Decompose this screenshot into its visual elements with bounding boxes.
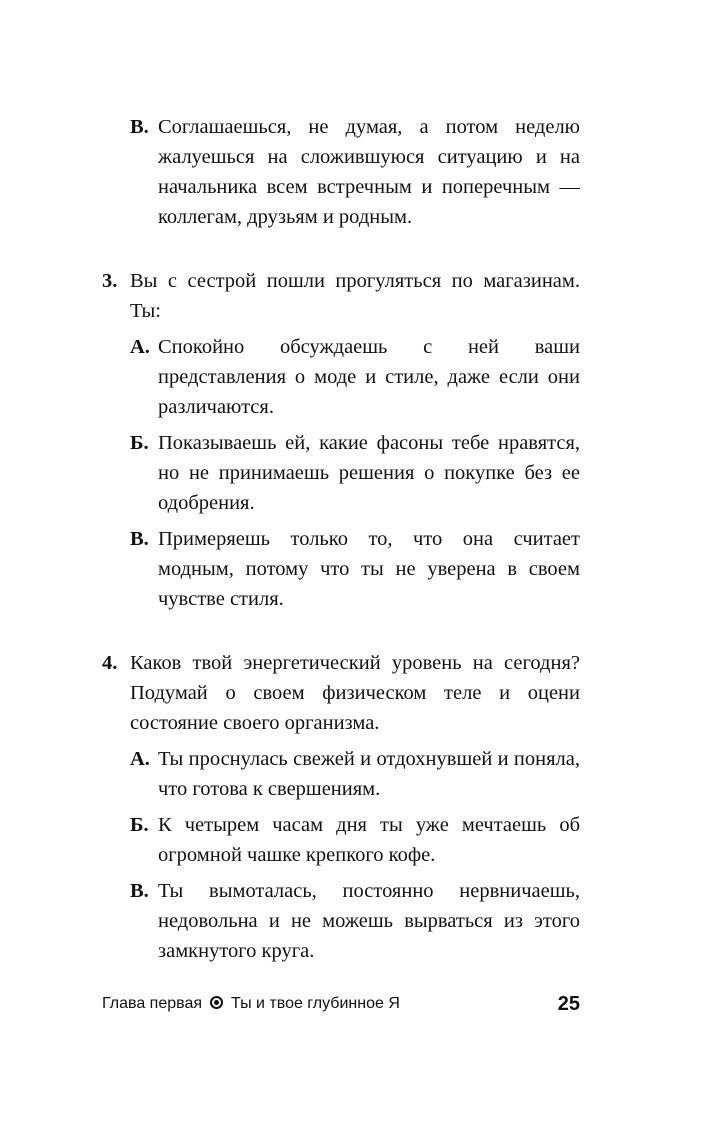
question-4 (102, 648, 580, 738)
answer-text: Примеряешь только то, что она считает модным, потому что ты не уверена в своем чувстве стиля. (158, 528, 580, 610)
page-number: 25 (557, 993, 580, 1015)
answer-item (102, 524, 580, 614)
answer-text: Спокойно обсуждаешь с ней ваши представления о моде и стиле, даже если они различаются. (158, 336, 580, 418)
answer-text: Показываешь ей, какие фасоны тебе нравятся, но не принимаешь решения о покупке без ее одобрения. (158, 432, 580, 514)
running-header (102, 990, 400, 1018)
question-3 (102, 266, 580, 326)
question-number: 4. (102, 652, 118, 674)
question-text: Каков твой энергетический уровень на сегодня? Подумай о своем физическом теле и оцени состояние своего организма. (130, 652, 580, 734)
answer-letter: В. (130, 528, 149, 550)
question-text: Вы с сестрой пошли прогуляться по магазинам. Ты: (130, 270, 580, 322)
answer-letter: В. (130, 880, 149, 902)
answer-letter: В. (130, 116, 149, 138)
circle-dot-icon (210, 996, 223, 1009)
answer-text: Ты проснулась свежей и отдохнувшей и поняла, что готова к свершениям. (158, 748, 580, 800)
answer-letter: А. (130, 748, 150, 770)
answer-letter: Б. (130, 432, 149, 454)
section-title: Ты и твое глубинное Я (231, 995, 400, 1012)
answer-item (102, 810, 580, 870)
answer-item (102, 744, 580, 804)
answer-letter: Б. (130, 814, 149, 836)
chapter-title: Глава первая (102, 995, 203, 1012)
question-number: 3. (102, 270, 118, 292)
answer-text: К четырем часам дня ты уже мечтаешь об огромной чашке крепкого кофе. (158, 814, 580, 866)
answer-item (102, 876, 580, 966)
answer-letter: А. (130, 336, 150, 358)
answer-text: Ты вымоталась, постоянно нервничаешь, недовольна и не можешь вырваться из этого замкнутого круга. (158, 880, 580, 962)
page-content (102, 112, 580, 966)
answer-text: Соглашаешься, не думая, а потом неделю жалуешься на сложившуюся ситуацию и на начальника всем встречным и поперечным — коллегам, друзьям и родным. (158, 116, 580, 228)
answer-item (102, 112, 580, 232)
answer-item (102, 332, 580, 422)
answer-item (102, 428, 580, 518)
page-footer (102, 990, 580, 1020)
